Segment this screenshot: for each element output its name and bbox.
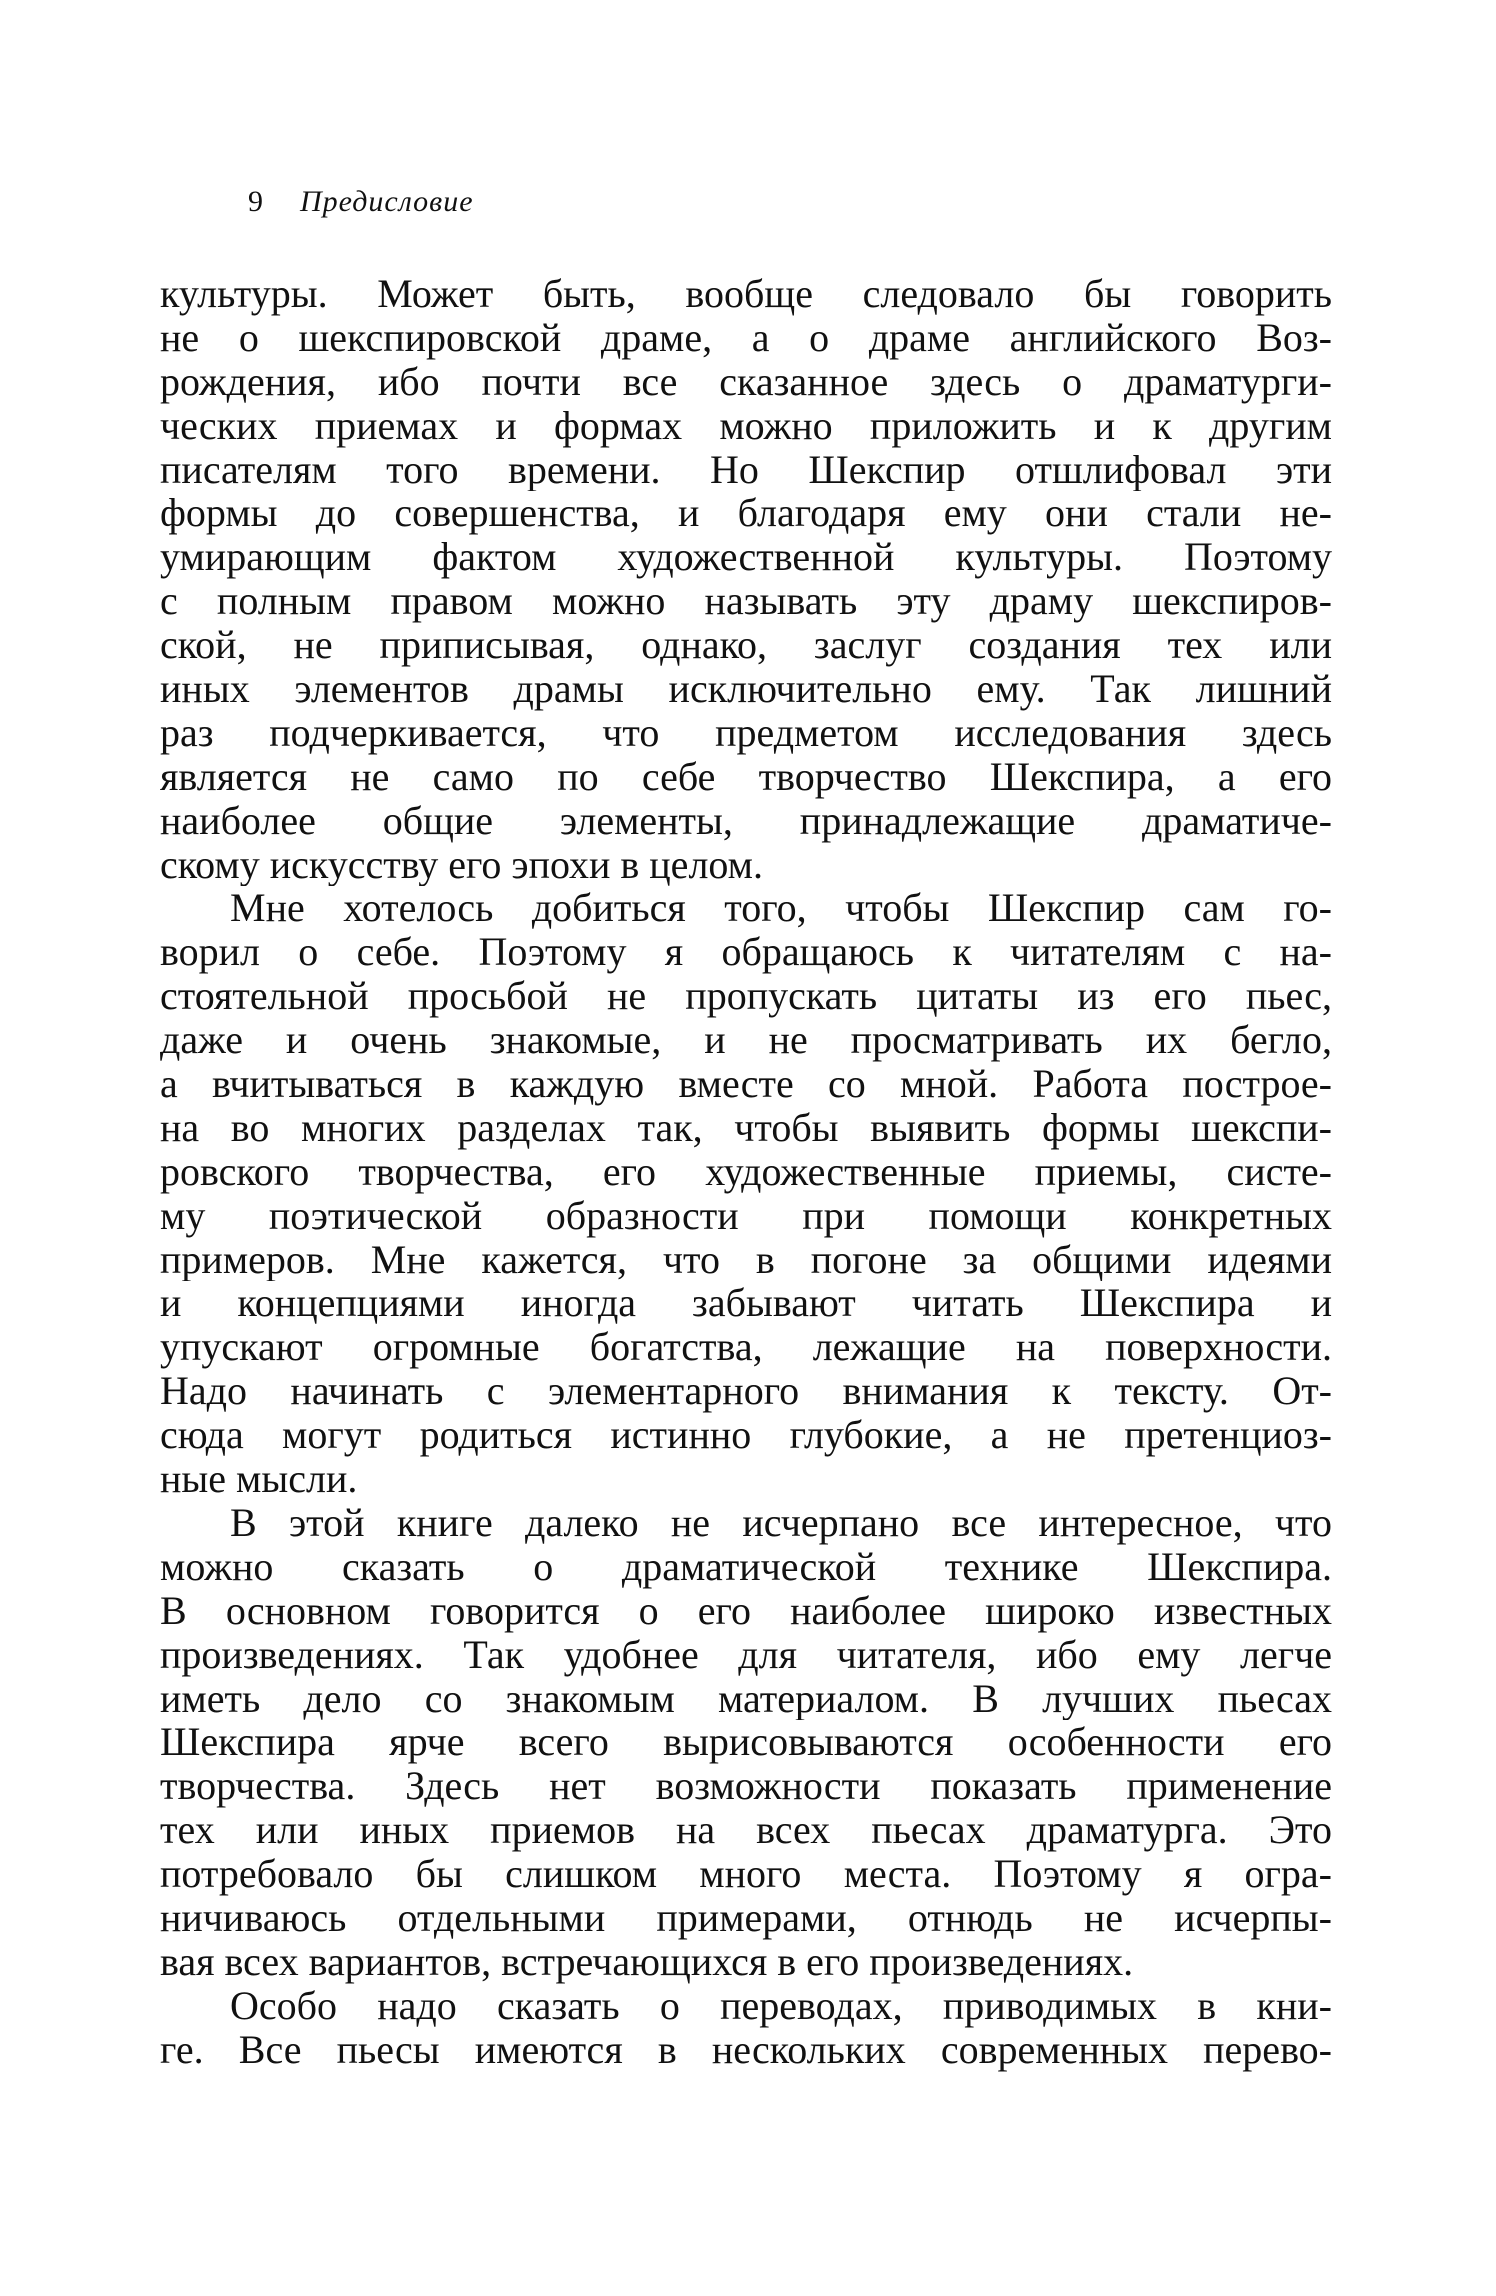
text-line: вая всех вариантов, встречающихся в его произведениях.	[160, 1939, 1134, 1984]
text-line: му поэтической образности при помощи конкретных	[160, 1193, 1332, 1238]
text-line: ской, не приписывая, однако, заслуг создания тех или	[160, 623, 1332, 668]
text-line: тех или иных приемов на всех пьесах драматурга. Это	[160, 1808, 1332, 1853]
text-line: ничиваюсь отдельными примерами, отнюдь не исчерпы-	[160, 1895, 1332, 1940]
text-line: В основном говорится о его наиболее широко известных	[160, 1588, 1332, 1633]
text-line: рождения, ибо почти все сказанное здесь о драматурги-	[160, 359, 1332, 404]
text-line: иметь дело со знакомым материалом. В лучших пьесах	[160, 1676, 1332, 1721]
text-line: примеров. Мне кажется, что в погоне за общими идеями	[160, 1237, 1332, 1282]
text-line: ровского творчества, его художественные приемы, систе-	[160, 1149, 1332, 1194]
text-line: писателям того времени. Но Шекспир отшлифовал эти	[160, 447, 1332, 492]
text-line: Надо начинать с элементарного внимания к тексту. От-	[160, 1369, 1332, 1414]
text-line: потребовало бы слишком много места. Поэтому я огра-	[160, 1852, 1332, 1896]
text-line: формы до совершенства, и благодаря ему они стали не-	[160, 491, 1332, 536]
paragraph-first-line: Особо надо сказать о переводах, приводимых в кни-	[230, 1983, 1332, 2028]
text-line: на во многих разделах так, чтобы выявить формы шекспи-	[160, 1105, 1332, 1150]
text-line: творчества. Здесь нет возможности показать применение	[160, 1764, 1332, 1809]
text-line: является не само по себе творчество Шекспира, а его	[160, 754, 1332, 799]
text-line: и концепциями иногда забывают читать Шекспира и	[160, 1281, 1332, 1326]
text-line: умирающим фактом художественной культуры. Поэтому	[160, 535, 1332, 580]
text-line: можно сказать о драматической технике Шекспира.	[160, 1544, 1332, 1589]
text-line: даже и очень знакомые, и не просматривать их бегло,	[160, 1018, 1332, 1063]
paragraph-first-line: Мне хотелось добиться того, чтобы Шекспир сам го-	[230, 886, 1332, 931]
text-line: стоятельной просьбой не пропускать цитаты из его пьес,	[160, 974, 1332, 1019]
text-line: ворил о себе. Поэтому я обращаюсь к читателям с на-	[160, 930, 1332, 975]
page-number: 9	[248, 185, 263, 218]
text-line: сюда могут родиться истинно глубокие, а не претенциоз-	[160, 1413, 1332, 1458]
text-line: раз подчеркивается, что предметом исследования здесь	[160, 710, 1332, 755]
text-line: ге. Все пьесы имеются в нескольких современных перево-	[160, 2027, 1332, 2072]
text-line: а вчитываться в каждую вместе со мной. Работа построе-	[160, 1062, 1332, 1106]
text-line: наиболее общие элементы, принадлежащие драматиче-	[160, 798, 1332, 843]
body-text	[160, 272, 1332, 2072]
text-line: ные мысли.	[160, 1457, 358, 1501]
text-line: не о шекспировской драме, а о драме английского Воз-	[160, 315, 1332, 360]
text-line: Шекспира ярче всего вырисовываются особенности его	[160, 1720, 1332, 1765]
running-title: Предисловие	[300, 185, 474, 218]
text-line: культуры. Может быть, вообще следовало бы говорить	[160, 272, 1332, 316]
text-line: с полным правом можно называть эту драму шекспиров-	[160, 579, 1332, 624]
text-line: иных элементов драмы исключительно ему. Так лишний	[160, 667, 1332, 711]
running-header	[248, 182, 474, 222]
text-line: упускают огромные богатства, лежащие на поверхности.	[160, 1325, 1332, 1370]
text-line: скому искусству его эпохи в целом.	[160, 842, 763, 887]
text-line: ческих приемах и формах можно приложить и к другим	[160, 403, 1332, 448]
paragraph-first-line: В этой книге далеко не исчерпано все интересное, что	[230, 1500, 1332, 1545]
text-line: произведениях. Так удобнее для читателя, ибо ему легче	[160, 1632, 1332, 1677]
